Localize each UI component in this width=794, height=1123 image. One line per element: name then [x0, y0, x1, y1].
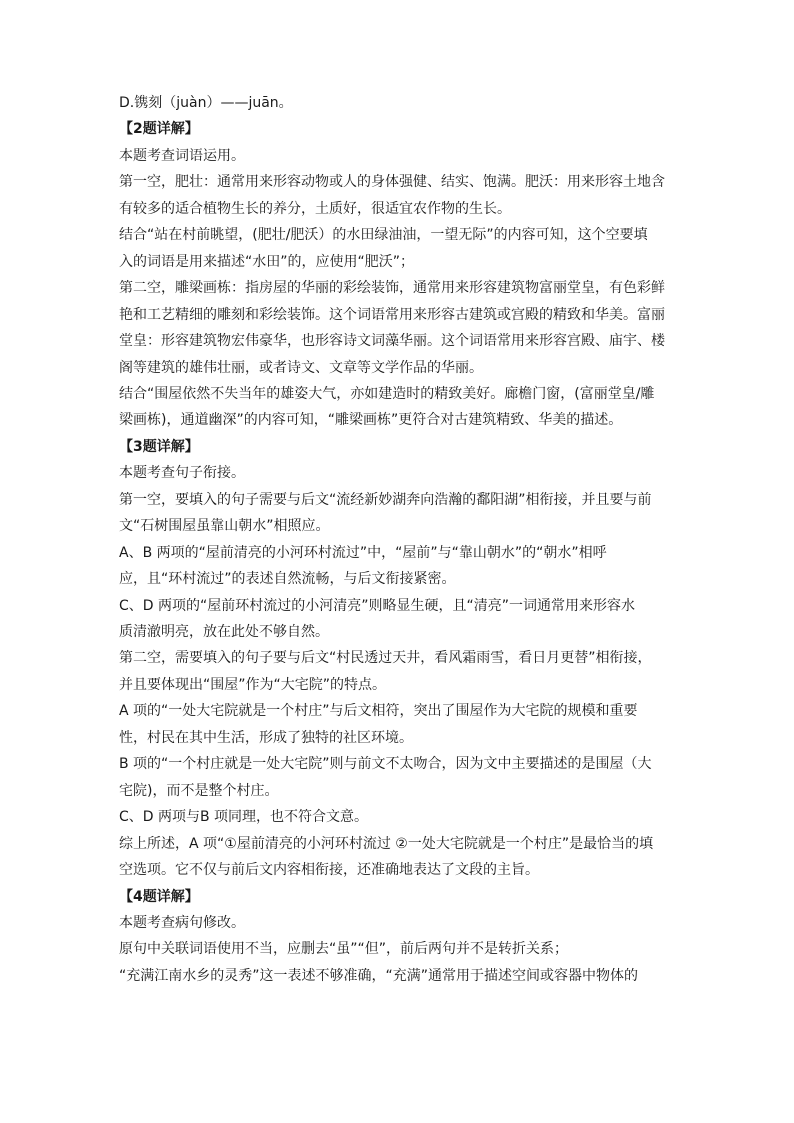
- text-line: 结合“围屋依然不失当年的雄姿大气，亦如建造时的精致美好。廊檐门窗，(富丽堂皇/雕: [119, 386, 655, 402]
- text-line: 入的词语是用来描述“水田”的，应使用“肥沃”；: [119, 254, 415, 270]
- text-line: 第一空，肥壮：通常用来形容动物或人的身体强健、结实、饱满。肥沃：用来形容土地含: [119, 174, 665, 190]
- text-line: 本题考查病句修改。: [119, 915, 245, 931]
- text-line: 堂皇：形容建筑物宏伟豪华，也形容诗文词藻华丽。这个词语常用来形容宫殿、庙宇、楼: [119, 333, 665, 349]
- text-line: 结合“站在村前眺望，(肥壮/肥沃）的水田绿油油，一望无际”的内容可知，这个空要填: [119, 227, 648, 243]
- text-line: 空选项。它不仅与前后文内容相衔接，还准确地表达了文段的主旨。: [119, 862, 539, 878]
- text-line: 原句中关联词语使用不当，应删去“虽”“但”，前后两句并不是转折关系；: [119, 941, 569, 957]
- text-line: 宅院)，而不是整个村庄。: [119, 783, 279, 799]
- text-line: 艳和工艺精细的雕刻和彩绘装饰。这个词语常用来形容古建筑或宫殿的精致和华美。富丽: [119, 307, 665, 323]
- text-line: 第二空，需要填入的句子要与后文“村民透过天井，看风霜雨雪，看日月更替”相衔接，: [119, 650, 652, 666]
- text-line: C、D 两项的“屋前环村流过的小河清亮”则略显生硬，且“清亮”一词通常用来形容水: [119, 598, 636, 614]
- text-line: 第二空，雕梁画栋：指房屋的华丽的彩绘装饰，通常用来形容建筑物富丽堂皇，有色彩鲜: [119, 280, 665, 296]
- text-line: 并且要体现出“围屋”作为“大宅院”的特点。: [119, 677, 387, 693]
- section-heading: 【3题详解】: [119, 439, 199, 455]
- section-heading: 【2题详解】: [119, 121, 199, 137]
- text-line: B 项的“一个村庄就是一处大宅院”则与前文不太吻合，因为文中主要描述的是围屋（大: [119, 756, 652, 772]
- text-line: 梁画栋)，通道幽深”的内容可知，“雕梁画栋”更符合对古建筑精致、华美的描述。: [119, 412, 623, 428]
- text-line: 阁等建筑的雄伟壮丽，或者诗文、文章等文学作品的华丽。: [119, 360, 483, 376]
- text-line: C、D 两项与B 项同理，也不符合文意。: [119, 809, 369, 825]
- text-line: A 项的“一处大宅院就是一个村庄”与后文相符，突出了围屋作为大宅院的规模和重要: [119, 703, 638, 719]
- text-line: 第一空，要填入的句子需要与后文“流经新妙湖奔向浩瀚的鄱阳湖”相衔接，并且要与前: [119, 492, 652, 508]
- text-line: 应，且“环村流过”的表述自然流畅，与后文衔接紧密。: [119, 571, 456, 587]
- text-line: 质清澈明亮，放在此处不够自然。: [119, 624, 329, 640]
- text-line: “充满江南水乡的灵秀”这一表述不够准确，“充满”通常用于描述空间或容器中物体的: [119, 968, 639, 984]
- text-line: D.镌刻（juàn）——juān。: [119, 95, 293, 111]
- text-line: 性，村民在其中生活，形成了独特的社区环境。: [119, 730, 413, 746]
- text-line: A、B 两项的“屋前清亮的小河环村流过”中，“屋前”与“靠山朝水”的“朝水”相呼: [119, 545, 607, 561]
- text-line: 本题考查句子衔接。: [119, 465, 245, 481]
- text-line: 本题考查词语运用。: [119, 148, 245, 164]
- section-heading: 【4题详解】: [119, 889, 199, 905]
- text-line: 文“石树围屋虽靠山朝水”相照应。: [119, 518, 330, 534]
- text-line: 综上所述，A 项“①屋前清亮的小河环村流过 ②一处大宅院就是一个村庄”是最恰当的填: [119, 836, 654, 852]
- text-line: 有较多的适合植物生长的养分，土质好，很适宜农作物的生长。: [119, 201, 511, 217]
